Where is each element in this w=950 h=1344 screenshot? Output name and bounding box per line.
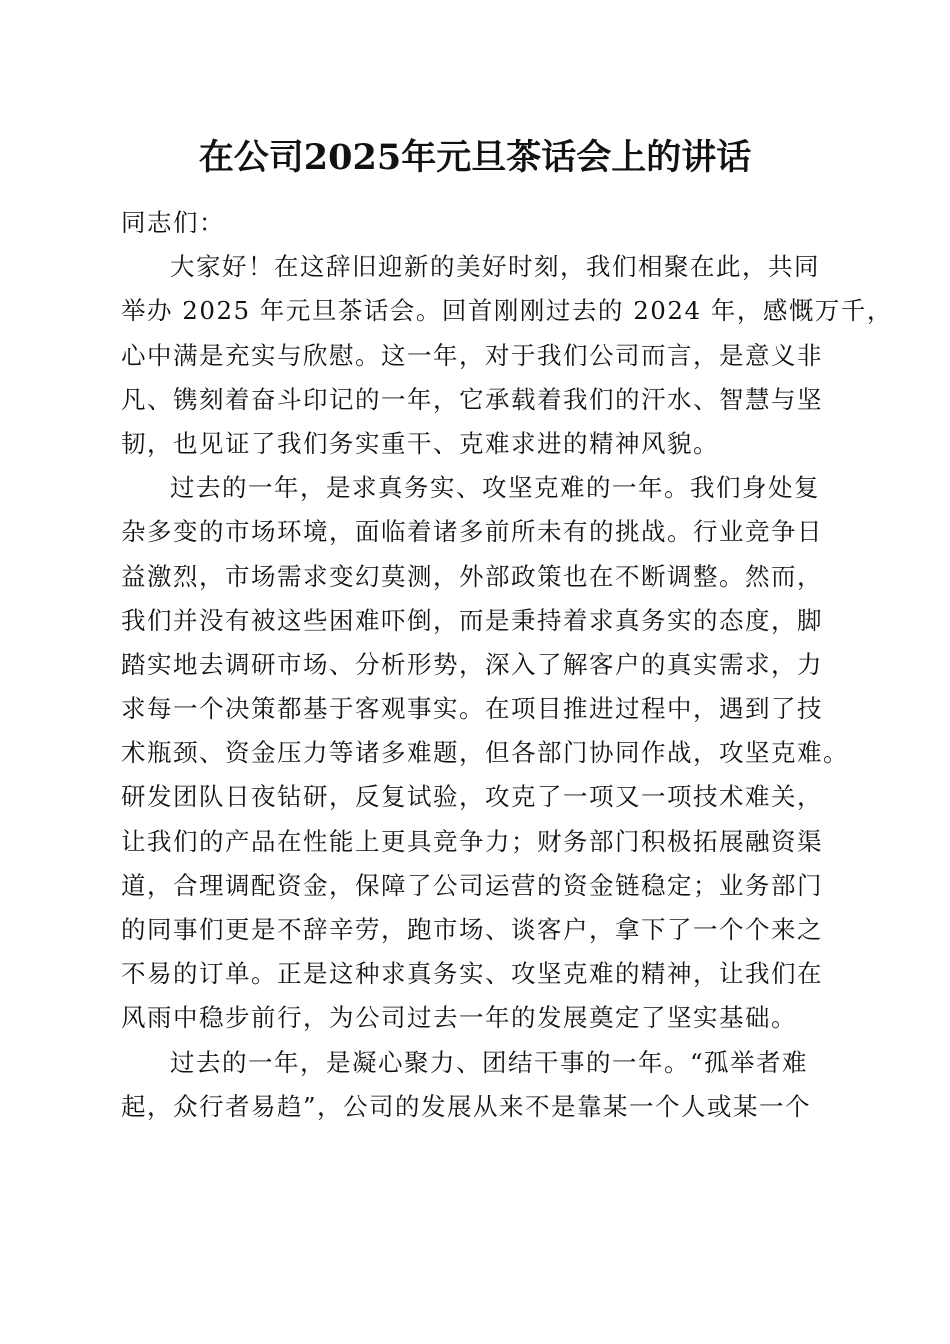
paragraph-line: 研发团队日夜钻研，反复试验，攻克了一项又一项技术难关，	[121, 782, 823, 812]
paragraph-line: 踏实地去调研市场、分析形势，深入了解客户的真实需求，力	[121, 649, 823, 679]
paragraph-line: 韧，也见证了我们务实重干、克难求进的精神风貌。	[121, 428, 719, 458]
paragraph-line: 术瓶颈、资金压力等诸多难题，但各部门协同作战，攻坚克难。	[121, 738, 849, 768]
paragraph-line: 举办 2025 年元旦茶话会。回首刚刚过去的 2024 年，感慨万千，	[121, 296, 893, 326]
paragraph-line: 求每一个决策都基于客观事实。在项目推进过程中，遇到了技	[121, 694, 823, 724]
document-body	[121, 201, 893, 1129]
paragraph-line: 益激烈，市场需求变幻莫测，外部政策也在不断调整。然而，	[121, 561, 823, 591]
paragraph-line: 的同事们更是不辞辛劳，跑市场、谈客户，拿下了一个个来之	[121, 915, 823, 944]
paragraph-line: 大家好！在这辞旧迎新的美好时刻，我们相聚在此，共同	[170, 252, 820, 282]
paragraph-line: 我们并没有被这些困难吓倒，而是秉持着求真务实的态度，脚	[121, 605, 823, 635]
paragraph-line: 过去的一年，是凝心聚力、团结干事的一年。“孤举者难	[170, 1047, 809, 1077]
paragraph-line: 心中满是充实与欣慰。这一年，对于我们公司而言，是意义非	[121, 340, 823, 370]
paragraph-line: 风雨中稳步前行，为公司过去一年的发展奠定了坚实基础。	[121, 1003, 797, 1033]
document-title: 在公司2025年元旦茶话会上的讲话	[198, 137, 752, 178]
paragraph-line: 让我们的产品在性能上更具竞争力；财务部门积极拓展融资渠	[121, 826, 823, 856]
paragraph-line: 起，众行者易趋”，公司的发展从来不是靠某一个人或某一个	[121, 1091, 812, 1121]
paragraph-line: 过去的一年，是求真务实、攻坚克难的一年。我们身处复	[170, 473, 820, 503]
paragraph-line: 凡、镌刻着奋斗印记的一年，它承载着我们的汗水、智慧与坚	[121, 384, 823, 414]
paragraph-line: 道，合理调配资金，保障了公司运营的资金链稳定；业务部门	[121, 870, 823, 900]
salutation: 同志们：	[121, 208, 225, 237]
paragraph-line: 杂多变的市场环境，面临着诸多前所未有的挑战。行业竞争日	[121, 517, 823, 547]
paragraph-line: 不易的订单。正是这种求真务实、攻坚克难的精神，让我们在	[121, 959, 823, 989]
